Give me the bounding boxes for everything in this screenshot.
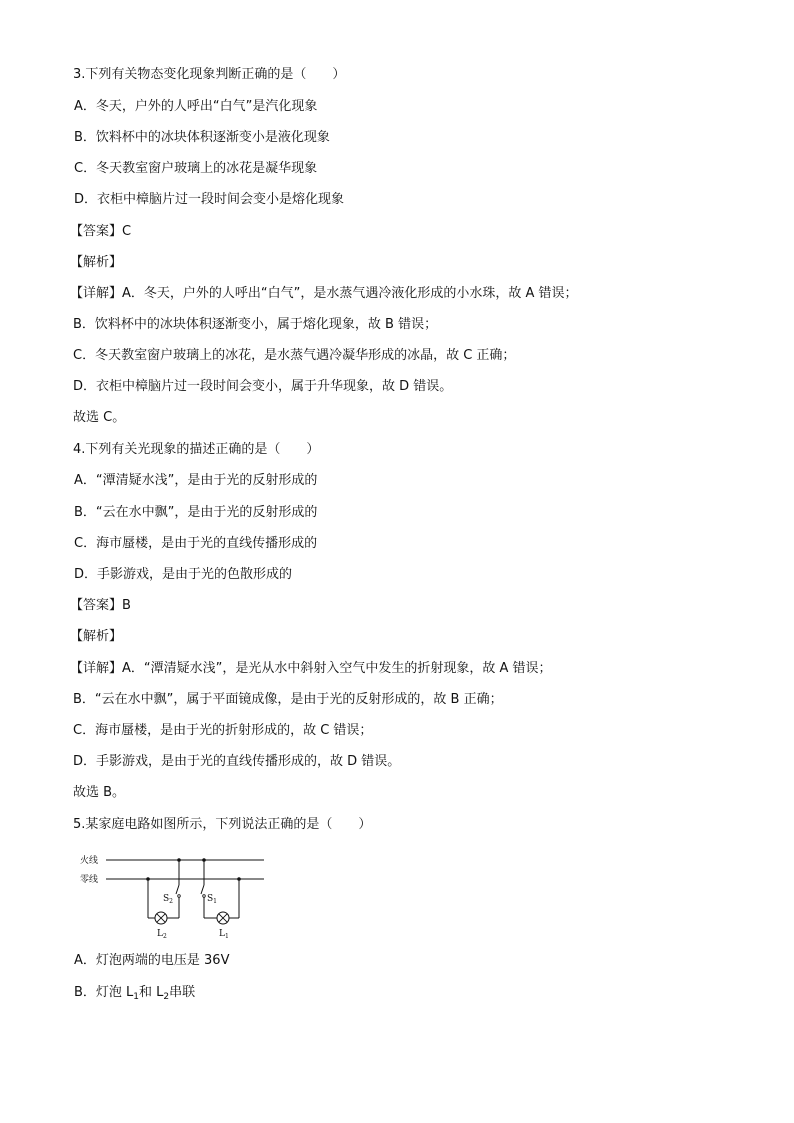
q5-option-a: A．灯泡两端的电压是 36V	[74, 953, 230, 968]
switch-s1-label: $S_1$	[207, 894, 217, 905]
switch-s1-contact	[203, 895, 206, 898]
q4-detail-a: 【详解】A．“潭清疑水浅”，是光从水中斜射入空气中发生的折射现象，故 A 错误；	[70, 661, 552, 676]
q4-stem: 4.下列有关光现象的描述正确的是（ ）	[73, 442, 320, 457]
neutral-wire-label: 零线	[80, 875, 99, 885]
q3-conclusion: 故选 C。	[73, 410, 126, 425]
q3-detail-a: 【详解】A．冬天，户外的人呼出“白气”，是水蒸气遇冷液化形成的小水珠，故 A 错误；	[70, 286, 578, 301]
q4-detail-c: C．海市蜃楼，是由于光的折射形成的，故 C 错误；	[73, 723, 373, 738]
q3-option-c: C．冬天教室窗户玻璃上的冰花是凝华现象	[74, 161, 318, 176]
q4-option-a: A．“潭清疑水浅”，是由于光的反射形成的	[74, 473, 318, 488]
bulb-l2-label: $L_2$	[157, 929, 167, 940]
q3-option-b: B．饮料杯中的冰块体积逐渐变小是液化现象	[74, 130, 330, 145]
q4-option-c: C．海市蜃楼，是由于光的直线传播形成的	[74, 536, 318, 551]
bulb-l1-label: $L_1$	[219, 929, 229, 940]
q3-detail-c: C．冬天教室窗户玻璃上的冰花，是水蒸气遇冷凝华形成的冰晶，故 C 正确；	[73, 348, 516, 363]
live-wire-label: 火线	[80, 856, 99, 866]
q3-option-a: A．冬天，户外的人呼出“白气”是汽化现象	[74, 99, 318, 114]
q4-option-b: B．“云在水中飘”，是由于光的反射形成的	[74, 505, 318, 520]
circuit-diagram	[76, 850, 276, 940]
q3-option-d: D．衣柜中樟脑片过一段时间会变小是熔化现象	[74, 192, 345, 207]
q4-conclusion: 故选 B。	[73, 785, 126, 800]
q3-answer: 【答案】C	[70, 224, 132, 239]
switch-s2-blade	[176, 885, 179, 894]
junction-dot	[146, 877, 150, 881]
q3-stem: 3.下列有关物态变化现象判断正确的是（ ）	[73, 67, 346, 82]
junction-dot	[237, 877, 241, 881]
q5-stem: 5.某家庭电路如图所示，下列说法正确的是（ ）	[73, 817, 372, 832]
q4-option-d: D．手影游戏，是由于光的色散形成的	[74, 567, 293, 582]
switch-s2-label: $S_2$	[163, 894, 173, 905]
q5-option-b: B．灯泡 $L_1$和 $L_2$串联	[74, 985, 196, 1002]
q4-detail-d: D．手影游戏，是由于光的直线传播形成的，故 D 错误。	[73, 754, 401, 769]
q4-detail-b: B．“云在水中飘”，属于平面镜成像，是由于光的反射形成的，故 B 正确；	[73, 692, 503, 707]
q3-detail-d: D．衣柜中樟脑片过一段时间会变小，属于升华现象，故 D 错误。	[73, 379, 453, 394]
q3-detail-b: B．饮料杯中的冰块体积逐渐变小，属于熔化现象，故 B 错误；	[73, 317, 438, 332]
q4-analysis-label: 【解析】	[70, 629, 123, 644]
q3-analysis-label: 【解析】	[70, 255, 123, 270]
q4-answer: 【答案】B	[70, 598, 131, 613]
switch-s1-blade	[201, 885, 204, 894]
switch-s2-contact	[178, 895, 181, 898]
